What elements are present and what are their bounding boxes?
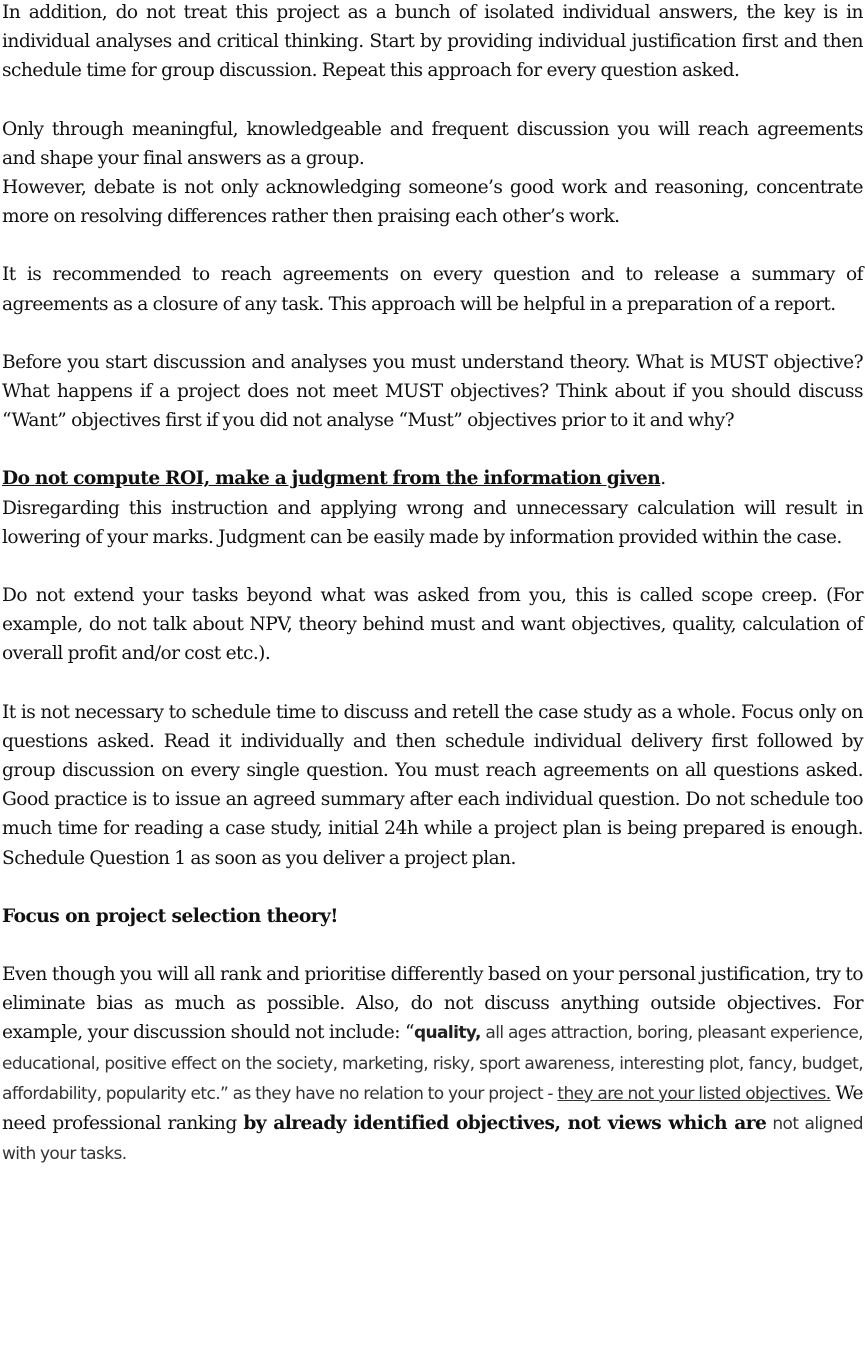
not-listed-objectives-text: they are not your listed objectives.: [557, 1083, 831, 1104]
roi-instruction-heading: Do not compute ROI, make a judgment from the information given: [2, 468, 661, 490]
paragraph-theory: Before you start discussion and analyses you must understand theory. What is MUST objective? What happens if a project does not meet MUST objectives? Think about if you should discuss “Want” objectives first if you did not analyse “Must” objectives prior to it and why?: [2, 351, 863, 432]
selection-theory-heading: Focus on project selection theory!: [2, 905, 338, 927]
paragraph-scope-creep: Do not extend your tasks beyond what was asked from you, this is called scope creep. (For example, do not talk about NPV, theory behind must and want objectives, quality, calculation of overall profit and/or cost etc.).: [2, 585, 863, 665]
paragraph-roi-heading: [2, 464, 863, 493]
no-relation-text: as they have no relation to your project -: [228, 1083, 558, 1104]
paragraph-debate: However, debate is not only acknowledging someone’s good work and reasoning, concentrate more on resolving differences rather then praising each other’s work.: [2, 177, 863, 228]
identified-objectives-text: by already identified objectives, not views which are: [243, 1113, 767, 1135]
quality-word: quality,: [413, 1023, 481, 1044]
paragraph-discussion: Only through meaningful, knowledgeable and frequent discussion you will reach agreements and shape your final answers as a group.: [2, 118, 863, 169]
paragraph-roi-body: Disregarding this instruction and applying wrong and unnecessary calculation will result in lowering of your marks. Judgment can be easily made by information provided within the case.: [2, 497, 863, 548]
bias-intro-text: Even though you will all rank and prioritise differently based on your personal justification, try to eliminate bias as much as possible. Also, do not discuss anything outside objectives. For example, your discussion should not include: “: [2, 964, 863, 1044]
paragraph-agreements: It is recommended to reach agreements on every question and to release a summary of agreements as a closure of any task. This approach will be helpful in a preparation of a report.: [2, 264, 863, 315]
paragraph-bias: [2, 960, 863, 1169]
paragraph-scheduling: It is not necessary to schedule time to discuss and retell the case study as a whole. Focus only on questions asked. Read it individually and then schedule individual delivery first followed by group discussion on every single question. You must reach agreements on all questions asked. Good practice is to issue an agreed summary after each individual question. Do not schedule too much time for reading a case study, initial 24h while a project plan is being prepared is enough. Schedule Question 1 as soon as you deliver a project plan.: [2, 701, 863, 869]
professional-ranking-text: We need professional ranking: [2, 1082, 864, 1135]
paragraph-individual-analysis: In addition, do not treat this project as a bunch of isolated individual answers, the key is in individual analyses and critical thinking. Start by providing individual justification first and then schedule time for group discussion. Repeat this approach for every question asked.: [2, 2, 863, 82]
not-aligned-text: not aligned with your tasks.: [2, 1114, 863, 1165]
roi-heading-period: .: [660, 468, 666, 490]
excluded-topics-list: all ages attraction, boring, pleasant experience, educational, positive effect on the society, marketing, risky, sport awareness, interesting plot, fancy, budget, affordability, popularity etc.”: [2, 1023, 863, 1104]
